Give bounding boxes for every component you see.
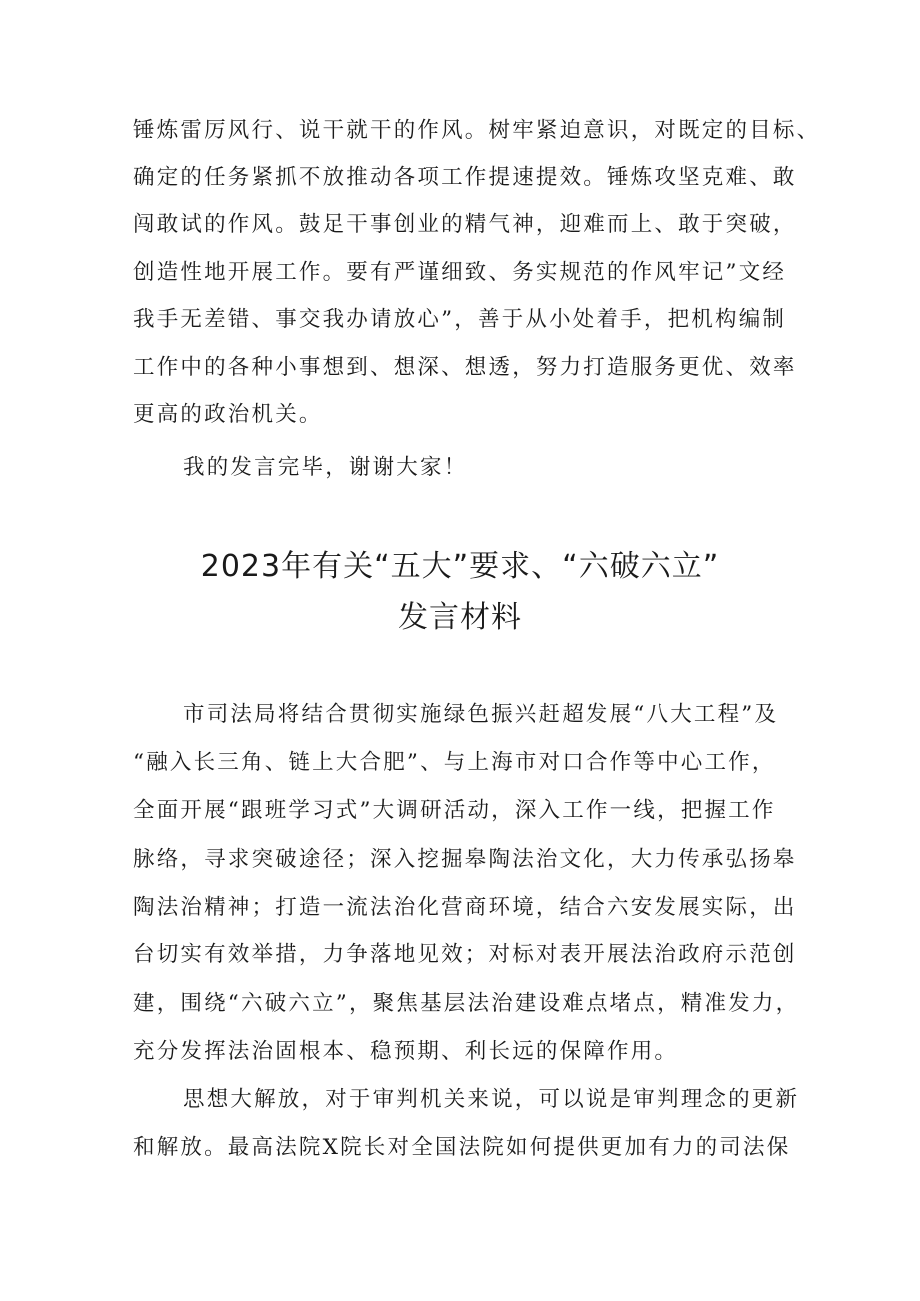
closing-line: 我的发言完毕，谢谢大家！ [183,455,468,480]
body-line: 建，围绕“六破六立”，聚焦基层法治建设难点堵点，精准发力， [133,991,800,1016]
document-title-line-2: 发言材料 [398,600,522,635]
body-line: 更高的政治机关。 [133,402,323,427]
body-line: 和解放。最高法院X院长对全国法院如何提供更加有力的司法保 [133,1135,791,1160]
body-line: 我手无差错、事交我办请放心”，善于从小处着手，把机构编制 [133,307,787,332]
body-line: 锤炼雷厉风行、说干就干的作风。树牢紧迫意识，对既定的目标、 [133,118,821,143]
body-line: 陶法治精神；打造一流法治化营商环境，结合六安发展实际，出 [133,895,797,920]
body-line: 创造性地开展工作。要有严谨细致、务实规范的作风牢记”文经 [133,260,787,285]
body-line: 工作中的各种小事想到、想深、想透，努力打造服务更优、效率 [133,355,797,380]
body-line: 思想大解放，对于审判机关来说，可以说是审判理念的更新 [183,1087,800,1112]
body-line: 确定的任务紧抓不放推动各项工作提速提效。锤炼攻坚克难、敢 [133,165,797,190]
body-line: 脉络，寻求突破途径；深入挖掘皋陶法治文化，大力传承弘扬皋 [133,847,797,872]
document-title-line-1: 2023年有关“五大”要求、“六破六立” [200,549,720,584]
body-line: 全面开展“跟班学习式”大调研活动，深入工作一线，把握工作 [133,798,776,823]
body-line: 充分发挥法治固根本、稳预期、利长远的保障作用。 [133,1039,679,1064]
body-line: 市司法局将结合贯彻实施绿色振兴赶超发展“八大工程”及 [183,702,779,727]
body-line: 台切实有效举措，力争落地见效；对标对表开展法治政府示范创 [133,942,797,967]
body-line: 闯敢试的作风。鼓足干事创业的精气神，迎难而上、敢于突破， [133,212,797,237]
body-line: “融入长三角、链上大合肥”、与上海市对口合作等中心工作， [133,750,776,775]
